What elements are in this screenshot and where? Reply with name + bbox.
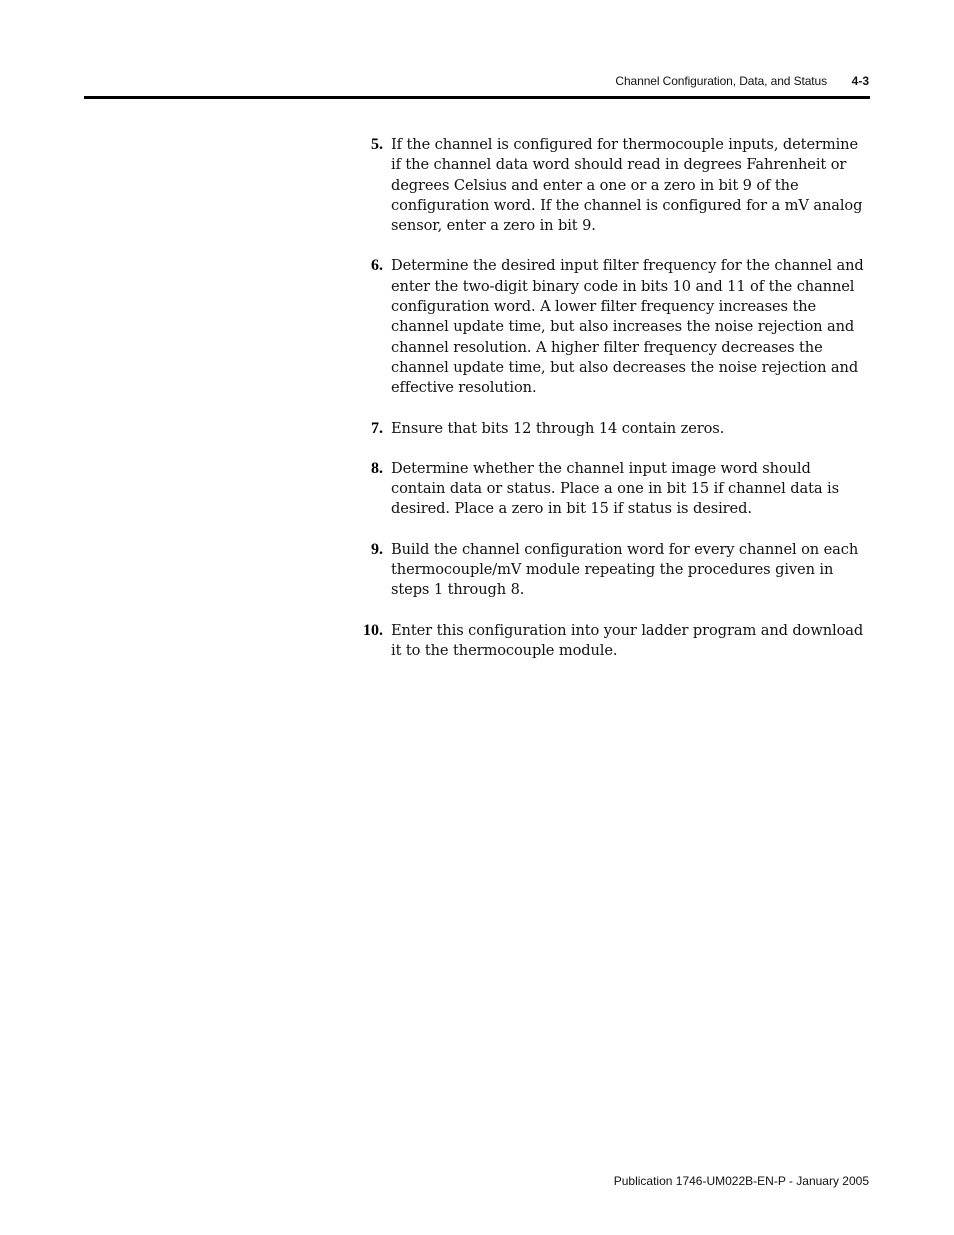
step-number: 5. [371,136,383,153]
step-number: 6. [371,257,383,275]
header-rule [84,96,870,99]
step-text: Build the channel configuration word for every channel on each thermocouple/mV module repeating the procedures given in steps 1 through 8. [391,540,859,599]
step-10 [350,621,870,662]
step-8 [350,459,870,520]
step-number: 7. [371,419,383,437]
step-text: Determine the desired input filter frequency for the channel and enter the two-digit binary code in bits 10 and 11 of the channel configuration word. A lower filter frequency increases the channel update time, but also increases the noise rejection and channel resolution. A higher filter frequency decreases the channel update time, but also decreases the noise rejection and effective resolution. [391,257,864,397]
step-number: 8. [371,459,383,477]
step-9 [350,540,870,601]
step-number: 10. [363,621,383,639]
page-number: 4-3 [851,74,869,88]
procedure-steps [350,135,870,681]
running-header-title: Channel Configuration, Data, and Status [615,74,827,88]
step-text: Determine whether the channel input image word should contain data or status. Place a one in bit 15 if channel data is desired. Place a zero in bit 15 if status is desired. [391,459,839,518]
step-text: Ensure that bits 12 through 14 contain zeros. [391,419,725,437]
step-6 [350,256,870,398]
step-5 [350,135,870,236]
step-text: If the channel is configured for thermocouple inputs, determine if the channel data word should read in degrees Fahrenheit or degrees Celsius and enter a one or a zero in bit 9 of the configuration word. If the channel is configured for a mV analog sensor, enter a zero in bit 9. [391,136,863,235]
step-number: 9. [371,540,383,558]
step-7 [350,419,870,439]
step-text: Enter this configuration into your ladder program and download it to the thermocouple module. [391,621,864,659]
publication-footer: Publication 1746-UM022B-EN-P - January 2005 [613,1174,869,1188]
